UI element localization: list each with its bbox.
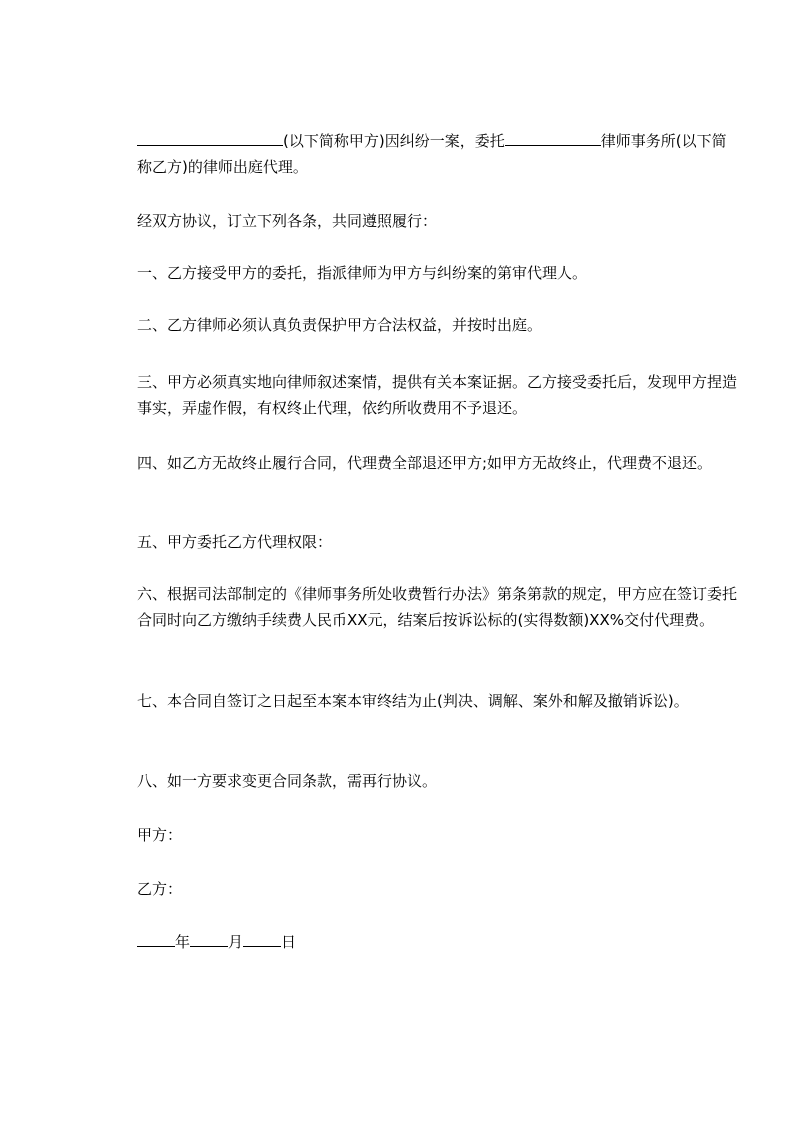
clause-6: 六、根据司法部制定的《律师事务所处收费暂行办法》第条第款的规定，甲方应在签订委托合同时向乙方缴纳手续费人民币XX元，结案后按诉讼标的(实得数额)XX%交付代理费。 [137,585,738,629]
date-line [105,929,737,955]
client-name-blank [137,129,283,146]
clause-7: 七、本合同自签订之日起至本案本审终结为止(判决、调解、案外和解及撤销诉讼)。 [137,692,689,710]
day-label: 日 [281,933,297,951]
law-firm-name-blank [505,129,601,146]
opening-text-a: (以下简称甲方)因纠纷一案，委托 [283,132,505,150]
agreement-intro: 经双方协议，订立下列各条，共同遵照履行： [137,212,438,230]
year-blank [137,930,175,947]
opening-paragraph [105,128,737,180]
month-label: 月 [228,933,244,951]
clause-4: 四、如乙方无故终止履行合同，代理费全部退还甲方;如甲方无故终止，代理费不退还。 [137,454,713,472]
year-label: 年 [175,933,191,951]
party-b-signature-label: 乙方： [137,880,183,898]
clause-3: 三、甲方必须真实地向律师叙述案情，提供有关本案证据。乙方接受委托后，发现甲方捏造事实，弄虚作假，有权终止代理，依约所收费用不予退还。 [137,373,738,417]
clause-2: 二、乙方律师必须认真负责保护甲方合法权益，并按时出庭。 [137,316,543,334]
day-blank [243,930,281,947]
clause-8: 八、如一方要求变更合同条款，需再行协议。 [137,772,438,790]
party-a-signature-label: 甲方： [137,826,183,844]
opening-text-b: 律师事务所(以下简称乙方)的律师出庭代理。 [137,132,727,176]
clause-5: 五、甲方委托乙方代理权限： [137,533,333,551]
clause-1: 一、乙方接受甲方的委托，指派律师为甲方与纠纷案的第审代理人。 [137,264,588,282]
month-blank [190,930,228,947]
